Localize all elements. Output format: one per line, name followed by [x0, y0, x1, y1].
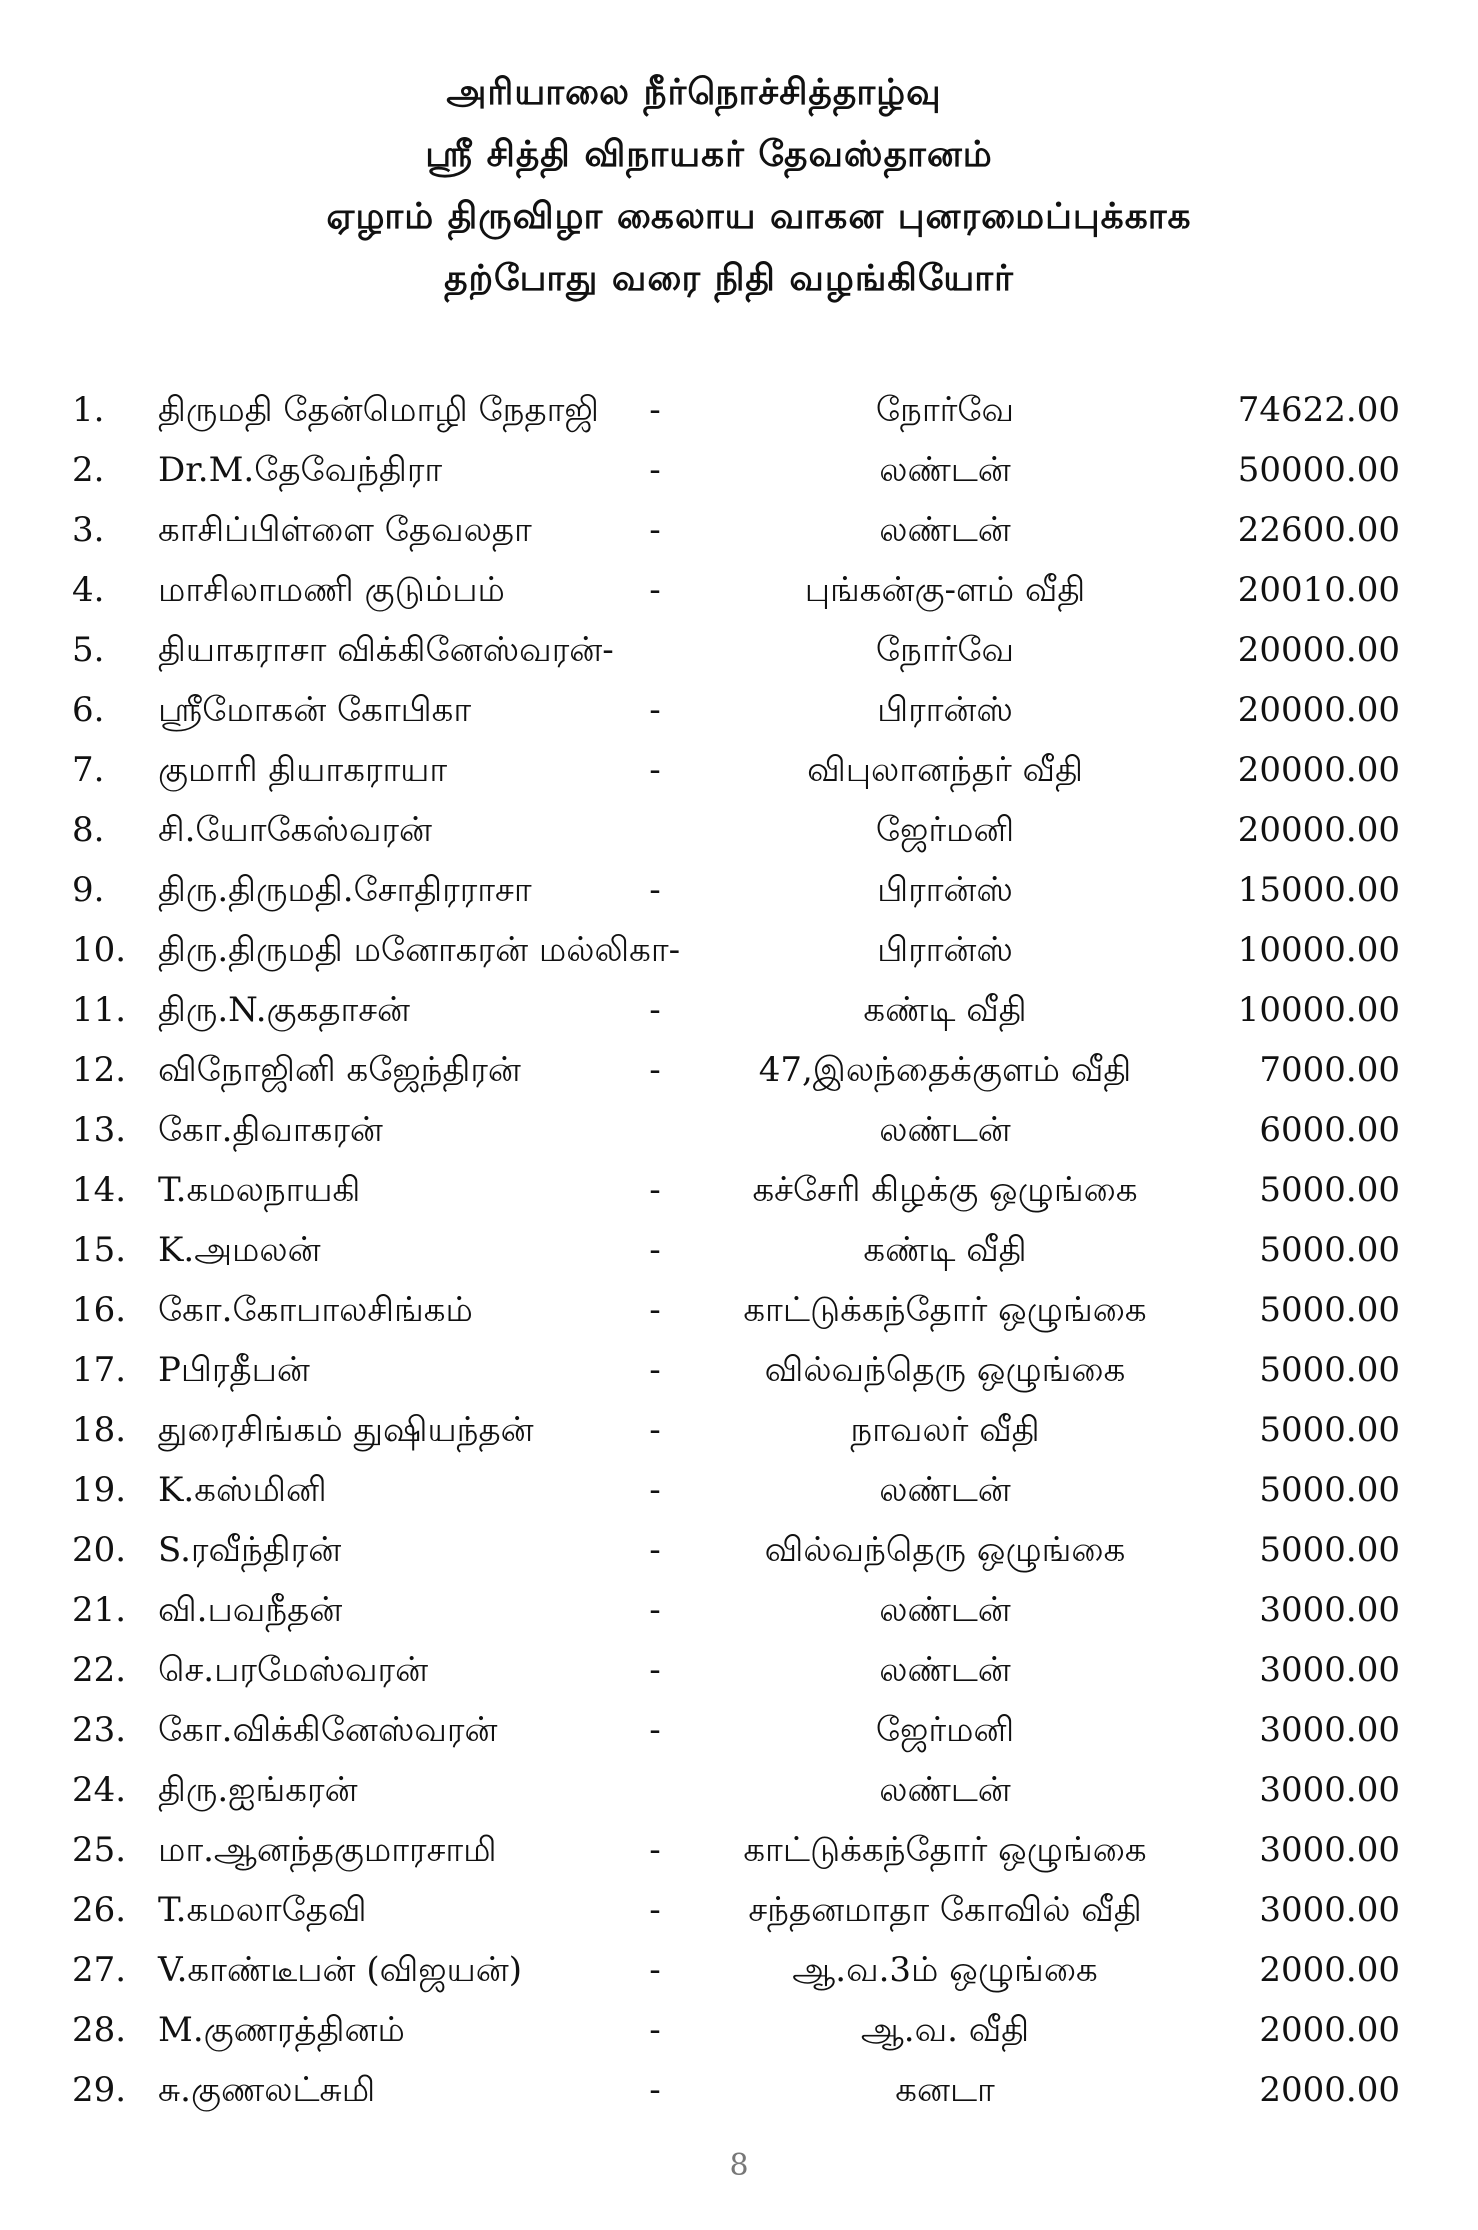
donor-number: 6.	[72, 690, 105, 730]
donor-amount: 5000.00	[1259, 1470, 1400, 1510]
donor-name: வி.பவநீதன்	[158, 1590, 343, 1630]
list-item	[0, 1760, 1478, 1820]
separator-dash: -	[649, 1830, 661, 1870]
donor-name: T.கமலாதேவி	[158, 1890, 367, 1930]
donor-place: லண்டன்	[879, 1650, 1011, 1690]
donor-place: நோர்வே	[875, 630, 1015, 670]
list-item	[0, 1700, 1478, 1760]
donor-amount: 20000.00	[1237, 810, 1400, 850]
donor-place: புங்கன்கு-ளம் வீதி	[804, 570, 1086, 610]
donor-amount: 2000.00	[1259, 2070, 1400, 2110]
donor-number: 17.	[72, 1350, 127, 1390]
donor-number: 21.	[72, 1590, 127, 1630]
donor-name: விநோஜினி கஜேந்திரன்	[158, 1050, 521, 1090]
donor-amount: 20010.00	[1237, 570, 1400, 610]
donor-name: சி.யோகேஸ்வரன்	[158, 810, 432, 850]
donor-name: K.அமலன்	[158, 1230, 321, 1270]
donor-name: M.குணரத்தினம்	[158, 2010, 405, 2050]
header-line-1: அரியாலை நீர்நொச்சித்தாழ்வு	[446, 72, 942, 113]
donor-name: S.ரவீந்திரன்	[158, 1530, 342, 1570]
donor-number: 11.	[72, 990, 127, 1030]
separator-dash: -	[649, 1590, 661, 1630]
donor-place: கண்டி வீதி	[863, 990, 1027, 1030]
list-item	[0, 1940, 1478, 2000]
donor-name: திரு.திருமதி மனோகரன் மல்லிகா-	[158, 930, 681, 970]
donor-amount: 3000.00	[1259, 1830, 1400, 1870]
donor-number: 16.	[72, 1290, 127, 1330]
donor-name: செ.பரமேஸ்வரன்	[158, 1650, 429, 1690]
donor-amount: 5000.00	[1259, 1410, 1400, 1450]
separator-dash: -	[649, 2010, 661, 2050]
list-item	[0, 2060, 1478, 2120]
donor-name: திரு.N.குகதாசன்	[158, 990, 411, 1030]
separator-dash: -	[649, 1050, 661, 1090]
list-item	[0, 1160, 1478, 1220]
separator-dash: -	[649, 1530, 661, 1570]
separator-dash: -	[649, 1890, 661, 1930]
document-header	[0, 62, 1478, 310]
list-item	[0, 740, 1478, 800]
donor-amount: 20000.00	[1237, 690, 1400, 730]
donor-name: திரு.ஐங்கரன்	[158, 1770, 358, 1810]
donor-name: Pபிரதீபன்	[158, 1350, 310, 1390]
donor-number: 14.	[72, 1170, 127, 1210]
donor-place: கச்சேரி கிழக்கு ஒழுங்கை	[752, 1170, 1138, 1210]
list-item	[0, 560, 1478, 620]
list-item	[0, 980, 1478, 1040]
donor-amount: 3000.00	[1259, 1770, 1400, 1810]
donor-place: லண்டன்	[879, 1590, 1011, 1630]
donor-place: நோர்வே	[875, 390, 1015, 430]
donor-place: 47,இலந்தைக்குளம் வீதி	[758, 1050, 1132, 1090]
separator-dash: -	[649, 750, 661, 790]
donor-amount: 7000.00	[1259, 1050, 1400, 1090]
donor-number: 25.	[72, 1830, 127, 1870]
separator-dash: -	[649, 2070, 661, 2110]
donor-name: துரைசிங்கம் துஷியந்தன்	[158, 1410, 534, 1450]
separator-dash: -	[649, 870, 661, 910]
separator-dash: -	[649, 690, 661, 730]
list-item	[0, 1520, 1478, 1580]
list-item	[0, 1340, 1478, 1400]
donor-place: லண்டன்	[879, 510, 1011, 550]
donor-place: ஆ.வ.3ம் ஒழுங்கை	[792, 1950, 1098, 1990]
donor-amount: 50000.00	[1237, 450, 1400, 490]
separator-dash: -	[649, 1470, 661, 1510]
separator-dash: -	[649, 1950, 661, 1990]
donor-number: 22.	[72, 1650, 127, 1690]
list-item	[0, 1280, 1478, 1340]
separator-dash: -	[649, 1230, 661, 1270]
list-item	[0, 800, 1478, 860]
separator-dash: -	[649, 570, 661, 610]
list-item	[0, 680, 1478, 740]
donor-amount: 10000.00	[1237, 990, 1400, 1030]
donor-number: 4.	[72, 570, 105, 610]
donor-amount: 5000.00	[1259, 1530, 1400, 1570]
list-item	[0, 920, 1478, 980]
donor-amount: 5000.00	[1259, 1290, 1400, 1330]
donor-number: 29.	[72, 2070, 127, 2110]
donor-place: காட்டுக்கந்தோர் ஒழுங்கை	[743, 1830, 1147, 1870]
donor-place: லண்டன்	[879, 1110, 1011, 1150]
donor-amount: 5000.00	[1259, 1230, 1400, 1270]
list-item	[0, 1820, 1478, 1880]
donor-name: திரு.திருமதி.சோதிரராசா	[158, 870, 532, 910]
donor-number: 2.	[72, 450, 105, 490]
donor-amount: 2000.00	[1259, 2010, 1400, 2050]
list-item	[0, 1100, 1478, 1160]
donor-number: 1.	[72, 390, 105, 430]
donor-number: 8.	[72, 810, 105, 850]
donor-place: பிரான்ஸ்	[877, 930, 1013, 970]
donor-name: Dr.M.தேவேந்திரா	[158, 450, 443, 490]
donor-number: 9.	[72, 870, 105, 910]
donor-list	[0, 380, 1478, 2120]
donor-amount: 5000.00	[1259, 1170, 1400, 1210]
list-item	[0, 1640, 1478, 1700]
donor-place: வில்வந்தெரு ஒழுங்கை	[764, 1350, 1126, 1390]
donor-name: கோ.கோபாலசிங்கம்	[158, 1290, 473, 1330]
separator-dash: -	[649, 450, 661, 490]
donor-place: ஜேர்மனி	[875, 810, 1015, 850]
donor-amount: 20000.00	[1237, 750, 1400, 790]
donor-name: மா.ஆனந்தகுமாரசாமி	[158, 1830, 497, 1870]
donor-name: கோ.திவாகரன்	[158, 1110, 383, 1150]
donor-place: ஜேர்மனி	[875, 1710, 1015, 1750]
list-item	[0, 1580, 1478, 1640]
list-item	[0, 440, 1478, 500]
donor-name: மாசிலாமணி குடும்பம்	[158, 570, 505, 610]
donor-name: திருமதி தேன்மொழி நேதாஜி	[158, 390, 599, 430]
donor-place: லண்டன்	[879, 1770, 1011, 1810]
donor-name: கோ.விக்கினேஸ்வரன்	[158, 1710, 498, 1750]
donor-place: பிரான்ஸ்	[877, 690, 1013, 730]
separator-dash: -	[649, 1710, 661, 1750]
donor-amount: 5000.00	[1259, 1350, 1400, 1390]
donor-place: லண்டன்	[879, 1470, 1011, 1510]
donor-number: 7.	[72, 750, 105, 790]
donor-place: பிரான்ஸ்	[877, 870, 1013, 910]
donor-name: சு.குணலட்சுமி	[158, 2070, 376, 2110]
donor-number: 13.	[72, 1110, 127, 1150]
donor-place: கனடா	[895, 2070, 995, 2110]
donor-amount: 6000.00	[1259, 1110, 1400, 1150]
header-line-4: தற்போது வரை நிதி வழங்கியோர்	[444, 258, 1014, 299]
donor-amount: 15000.00	[1237, 870, 1400, 910]
separator-dash: -	[649, 510, 661, 550]
donor-number: 26.	[72, 1890, 127, 1930]
list-item	[0, 2000, 1478, 2060]
donor-number: 15.	[72, 1230, 127, 1270]
separator-dash: -	[649, 1350, 661, 1390]
donor-number: 20.	[72, 1530, 127, 1570]
separator-dash: -	[649, 390, 661, 430]
separator-dash: -	[649, 990, 661, 1030]
donor-amount: 74622.00	[1237, 390, 1400, 430]
donor-number: 3.	[72, 510, 105, 550]
donor-number: 27.	[72, 1950, 127, 1990]
donor-place: கண்டி வீதி	[863, 1230, 1027, 1270]
list-item	[0, 1880, 1478, 1940]
list-item	[0, 1460, 1478, 1520]
list-item	[0, 1220, 1478, 1280]
donor-number: 12.	[72, 1050, 127, 1090]
page-number: 8	[729, 2148, 749, 2183]
donor-amount: 20000.00	[1237, 630, 1400, 670]
separator-dash: -	[649, 1650, 661, 1690]
list-item	[0, 620, 1478, 680]
list-item	[0, 1400, 1478, 1460]
donor-name: V.காண்டீபன் (விஜயன்)	[158, 1950, 523, 1990]
donor-name: K.கஸ்மினி	[158, 1470, 327, 1510]
donor-place: லண்டன்	[879, 450, 1011, 490]
donor-amount: 3000.00	[1259, 1710, 1400, 1750]
donor-number: 5.	[72, 630, 105, 670]
donor-name: காசிப்பிள்ளை தேவலதா	[158, 510, 532, 550]
list-item	[0, 380, 1478, 440]
separator-dash: -	[649, 1290, 661, 1330]
donor-number: 18.	[72, 1410, 127, 1450]
donor-place: விபுலானந்தர் வீதி	[807, 750, 1083, 790]
list-item	[0, 1040, 1478, 1100]
donor-place: நாவலர் வீதி	[850, 1410, 1040, 1450]
header-line-2: ஸ்ரீ சித்தி விநாயகர் தேவஸ்தானம்	[425, 134, 993, 175]
donor-number: 23.	[72, 1710, 127, 1750]
donor-place: காட்டுக்கந்தோர் ஒழுங்கை	[743, 1290, 1147, 1330]
donor-name: ஸ்ரீமோகன் கோபிகா	[158, 690, 472, 730]
donor-number: 19.	[72, 1470, 127, 1510]
list-item	[0, 500, 1478, 560]
donor-name: T.கமலநாயகி	[158, 1170, 361, 1210]
list-item	[0, 860, 1478, 920]
donor-amount: 3000.00	[1259, 1890, 1400, 1930]
header-line-3: ஏழாம் திருவிழா கைலாய வாகன புனரமைப்புக்காக	[326, 196, 1192, 237]
donor-number: 24.	[72, 1770, 127, 1810]
separator-dash: -	[649, 1170, 661, 1210]
donor-name: தியாகராசா விக்கினேஸ்வரன்-	[158, 630, 614, 670]
donor-place: சந்தனமாதா கோவில் வீதி	[748, 1890, 1142, 1930]
donor-name: குமாரி தியாகராயா	[158, 750, 448, 790]
donor-number: 28.	[72, 2010, 127, 2050]
donor-place: ஆ.வ. வீதி	[860, 2010, 1030, 2050]
separator-dash: -	[649, 1410, 661, 1450]
donor-amount: 3000.00	[1259, 1650, 1400, 1690]
donor-amount: 10000.00	[1237, 930, 1400, 970]
donor-place: வில்வந்தெரு ஒழுங்கை	[764, 1530, 1126, 1570]
donor-amount: 2000.00	[1259, 1950, 1400, 1990]
donor-amount: 3000.00	[1259, 1590, 1400, 1630]
donor-number: 10.	[72, 930, 127, 970]
donor-amount: 22600.00	[1237, 510, 1400, 550]
